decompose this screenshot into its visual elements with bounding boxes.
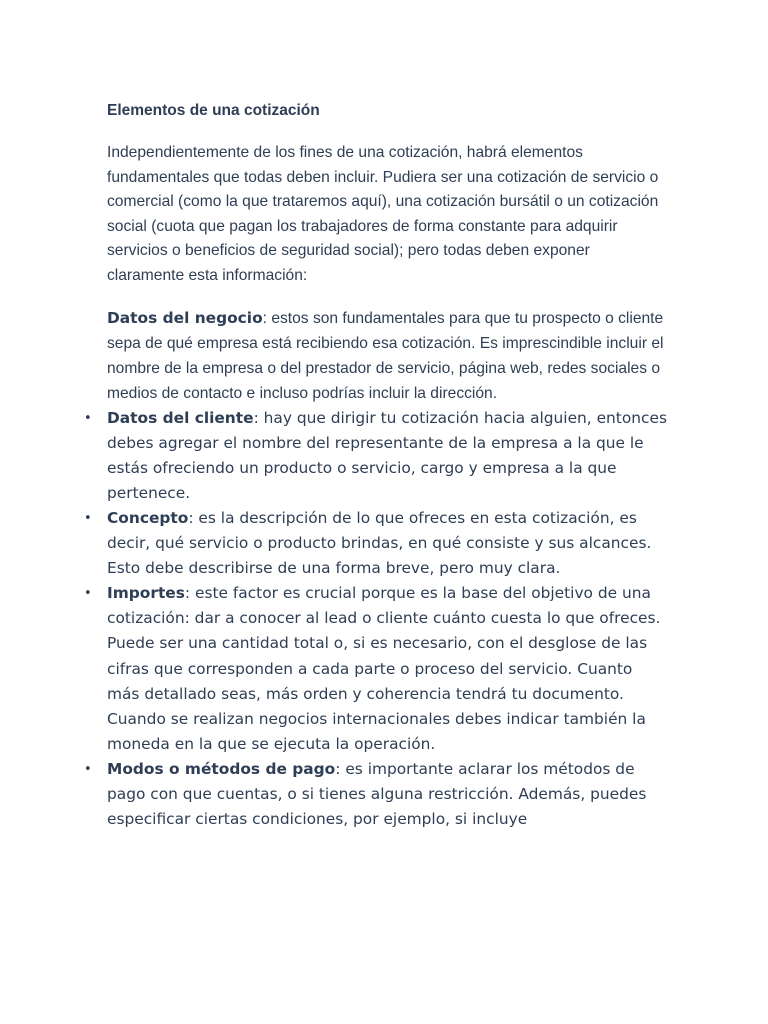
list-item-text: : es la descripción de lo que ofreces en esta cotización, es decir, qué servicio o producto brindas, en qué consiste y sus alcances. Esto debe describirse de una forma breve, pero muy clara.: [107, 508, 652, 578]
list-item-concept: [84, 506, 667, 581]
list-item-term: Modos o métodos de pago: [107, 759, 336, 778]
bullet-icon: •: [84, 510, 92, 526]
elements-list: [84, 406, 667, 833]
list-item-term: Importes: [107, 584, 185, 603]
list-item-text: : este factor es crucial porque es la base del objetivo de una cotización: dar a conocer al lead o cliente cuánto cuesta lo que ofreces. Puede ser una cantidad total o, si es necesario, con el desglose de las cifras que corresponden a cada parte o proceso del servicio. Cuanto más detallado seas, más orden y coherencia tendrá tu documento. Cuando se realizan negocios internacionales debes indicar también la moneda en la que se ejecuta la operación.: [107, 584, 661, 753]
list-item-amounts: [84, 581, 667, 757]
document-title: Elementos de una cotización: [107, 102, 320, 119]
business-data-text: : estos son fundamentales para que tu prospecto o cliente sepa de qué empresa está recibiendo esa cotización. Es imprescindible incluir el nombre de la empresa o del prestador de servicio, página web, redes sociales o medios de contacto e incluso podrías incluir la dirección.: [107, 309, 664, 402]
list-item-payment-methods: [84, 757, 667, 832]
business-data-paragraph: [107, 306, 667, 406]
business-data-term: Datos del negocio: [107, 308, 263, 327]
bullet-icon: •: [84, 410, 92, 426]
document-page: [84, 100, 667, 832]
list-item-client-data: [84, 406, 667, 506]
intro-paragraph: Independientemente de los fines de una cotización, habrá elementos fundamentales que todas deben incluir. Pudiera ser una cotización de servicio o comercial (como la que trataremos aquí), una cotización bursátil o un cotización social (cuota que pagan los trabajadores de forma constante para adquirir servicios o beneficios de seguridad social); pero todas deben exponer claramente esta información:: [107, 144, 659, 284]
list-item-term: Concepto: [107, 508, 189, 527]
bullet-icon: •: [84, 761, 92, 777]
list-item-term: Datos del cliente: [107, 408, 254, 427]
list-item-text: : hay que dirigir tu cotización hacia alguien, entonces debes agregar el nombre del representante de la empresa a la que le estás ofreciendo un producto o servicio, cargo y empresa a la que pertenece.: [107, 408, 667, 502]
bullet-icon: •: [84, 586, 92, 602]
list-item-text: : es importante aclarar los métodos de pago con que cuentas, o si tienes alguna restricción. Además, puedes especificar ciertas condiciones, por ejemplo, si incluye: [107, 759, 647, 829]
